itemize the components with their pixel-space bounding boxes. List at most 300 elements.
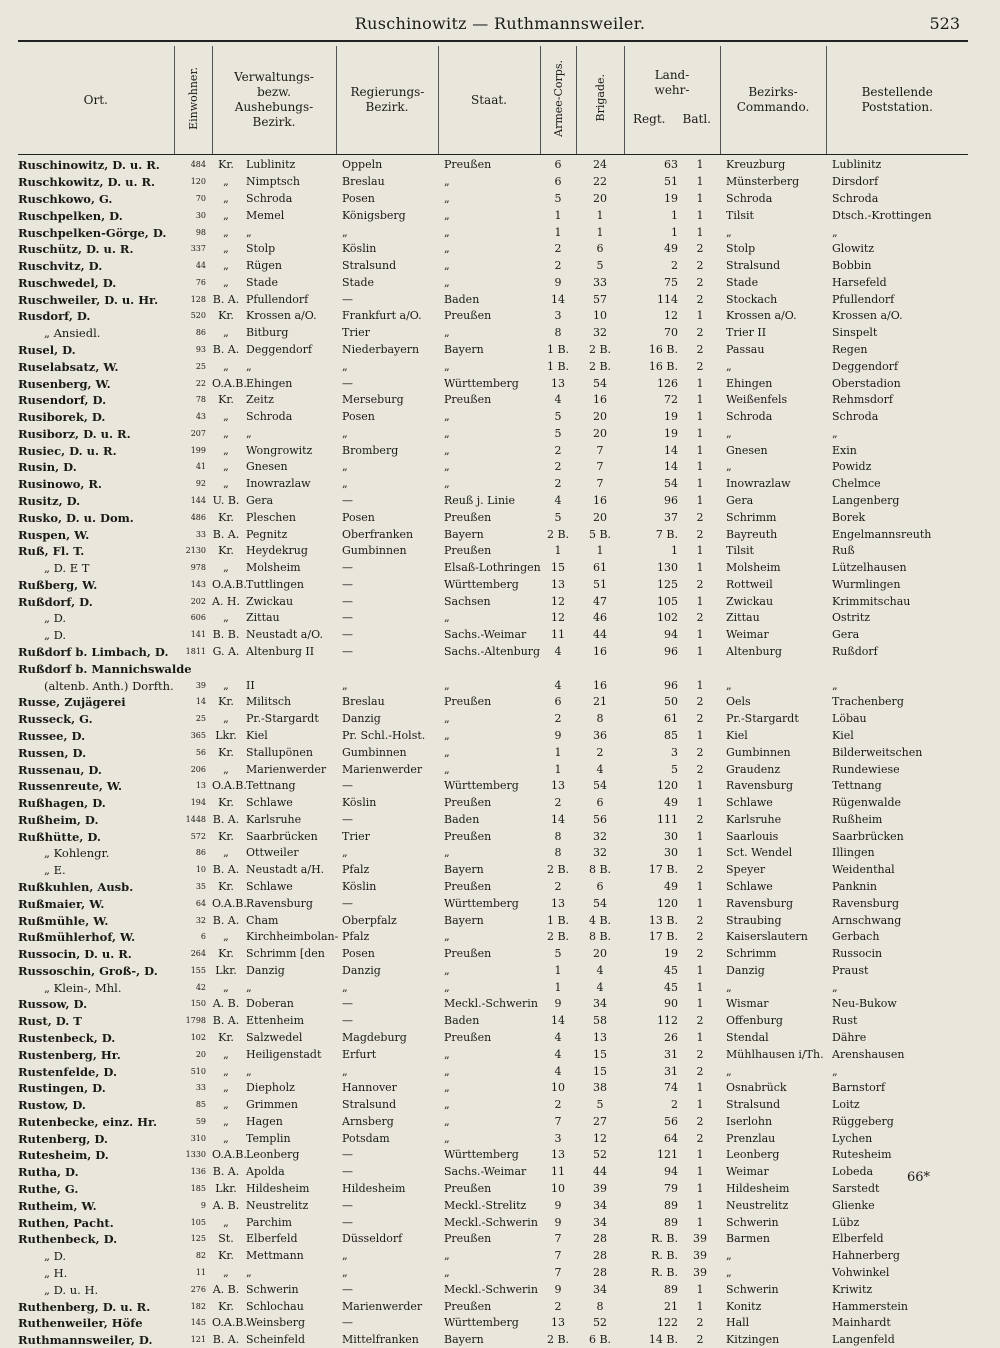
cell-verwaltungsbezirk: Ettenheim [246,1014,305,1028]
cell-regierungsbezirk: Posen [342,410,375,424]
cell-landwehr-regt: 37 [664,510,678,524]
cell-armee-corps: 3 [554,309,562,323]
cell-staat: Baden [444,292,480,306]
cell-regierungsbezirk: — [342,1165,353,1179]
cell-staat: Elsaß-Lothringen [444,561,541,575]
cell-bezirkscommando: Ehingen [726,376,773,390]
table-row [18,375,968,392]
cell-verwaltungsbezirk: Ehingen [246,376,293,390]
cell-ort: Ruschwedel, D. [18,275,117,290]
cell-verwaltungsbezirk-art [212,660,240,677]
cell-regierungsbezirk: — [342,561,353,575]
cell-verwaltungsbezirk: Molsheim [246,561,301,575]
table-row [18,761,968,778]
cell-landwehr-batl: 1 [696,879,704,893]
cell-staat: „ [444,1114,450,1128]
cell-brigade: 34 [593,1198,607,1212]
cell-poststation: Lobeda [832,1165,874,1179]
cell-landwehr-batl: 2 [696,1047,704,1061]
cell-verwaltungsbezirk-art: „ [223,611,229,625]
cell-staat: „ [444,1265,450,1279]
cell-landwehr-regt: 130 [657,561,678,575]
cell-regierungsbezirk: Bromberg [342,443,399,457]
cell-poststation: Elberfeld [832,1232,884,1246]
cell-verwaltungsbezirk-art: St. [218,1232,234,1246]
cell-verwaltungsbezirk: Militsch [246,695,292,709]
cell-staat: Württemberg [444,896,519,910]
cell-poststation: „ [832,426,838,440]
cell-armee-corps: 5 [554,947,562,961]
cell-ort: Rust, D. T [18,1014,82,1029]
cell-staat: Preußen [444,695,492,709]
cell-armee-corps: 4 [554,1047,562,1061]
cell-verwaltungsbezirk-art: O.A.B. [212,577,247,591]
cell-regierungsbezirk: „ [342,1265,348,1279]
cell-landwehr-regt: 19 [664,410,678,424]
cell-ort: Rußhütte, D. [18,829,101,844]
cell-landwehr-batl: 1 [696,645,704,659]
table-row [18,963,968,980]
cell-landwehr-regt: 16 B. [648,359,678,373]
cell-armee-corps: 8 [554,846,562,860]
cell-landwehr-batl: 1 [696,628,704,642]
cell-staat: Preußen [444,510,492,524]
cell-poststation: Saarbrücken [832,829,904,843]
cell-brigade: 7 [596,460,604,474]
cell-verwaltungsbezirk-art: U. B. [212,494,240,508]
cell-landwehr-regt: 125 [657,577,678,591]
cell-landwehr-batl: 1 [696,158,704,172]
cell-ort: Rutesheim, D. [18,1148,109,1163]
cell-einwohner: 14 [195,697,206,707]
cell-verwaltungsbezirk-art: Kr. [218,544,234,558]
table-row [18,426,968,443]
cell-landwehr-batl: 2 [696,326,704,340]
cell-landwehr-regt: 49 [664,242,678,256]
cell-poststation: Neu-Bukow [832,997,897,1011]
cell-staat: „ [444,1081,450,1095]
cell-verwaltungsbezirk: Scheinfeld [246,1333,306,1347]
cell-regierungsbezirk: Arnsberg [342,1114,394,1128]
cell-brigade: 16 [593,678,607,692]
cell-brigade: 4 [596,980,604,994]
cell-landwehr-batl: 2 [696,812,704,826]
cell-einwohner: 35 [195,881,206,891]
col-header-batl: Batl. [682,112,711,126]
cell-armee-corps: 2 [554,477,562,491]
cell-verwaltungsbezirk: Heydekrug [246,544,308,558]
cell-armee-corps: 9 [554,275,562,289]
cell-poststation: Löbau [832,712,867,726]
cell-verwaltungsbezirk-art: „ [223,191,229,205]
cell-bezirkscommando: Kaiserslautern [726,930,808,944]
cell-verwaltungsbezirk-art: „ [223,1114,229,1128]
cell-poststation: Gerbach [832,930,880,944]
cell-armee-corps: 7 [554,1249,562,1263]
running-title: Ruschinowitz — Ruthmannsweiler. [354,14,646,33]
cell-landwehr-regt: 89 [664,1282,678,1296]
cell-ort: Russen, D. [18,745,87,760]
cell-verwaltungsbezirk: Stade [246,275,279,289]
cell-verwaltungsbezirk: Pleschen [246,510,296,524]
cell-regierungsbezirk: Königsberg [342,208,406,222]
cell-brigade: 15 [593,1047,607,1061]
cell-regierungsbezirk: Breslau [342,175,385,189]
cell-ort: Russow, D. [18,997,88,1012]
table-row [18,1097,968,1114]
cell-verwaltungsbezirk: Elberfeld [246,1232,298,1246]
cell-armee-corps: 11 [551,628,565,642]
cell-verwaltungsbezirk: Tettnang [246,779,296,793]
cell-brigade: 4 [596,762,604,776]
cell-staat: Preußen [444,1232,492,1246]
cell-verwaltungsbezirk: Bitburg [246,326,289,340]
col-header-ort: Ort. [18,46,174,155]
cell-verwaltungsbezirk: Pfullendorf [246,292,309,306]
cell-einwohner: 143 [190,579,206,589]
cell-verwaltungsbezirk-art: Kr. [218,309,234,323]
cell-ort: Rustenbeck, D. [18,1031,116,1046]
cell-landwehr-batl: 1 [696,846,704,860]
cell-landwehr-regt: 96 [664,678,678,692]
cell-landwehr-batl: 39 [693,1232,707,1246]
cell-einwohner: 64 [195,898,206,908]
cell-landwehr-regt: 12 [664,309,678,323]
cell-armee-corps: 14 [551,292,565,306]
cell-einwohner: 102 [190,1033,206,1043]
cell-verwaltungsbezirk-art: „ [223,1098,229,1112]
cell-regierungsbezirk: Köslin [342,796,377,810]
cell-verwaltungsbezirk: Zittau [246,611,280,625]
cell-regierungsbezirk: — [342,1316,353,1330]
cell-verwaltungsbezirk-art: B. A. [212,913,240,927]
cell-verwaltungsbezirk: „ [246,980,252,994]
cell-einwohner: 78 [195,395,206,405]
table-row [18,912,968,929]
cell-einwohner: 121 [190,1335,206,1345]
cell-verwaltungsbezirk-art: „ [223,460,229,474]
cell-staat: „ [444,980,450,994]
cell-armee-corps: 1 [554,544,562,558]
cell-bezirkscommando: Stade [726,275,759,289]
table-row [18,577,968,594]
cell-verwaltungsbezirk-art: „ [223,259,229,273]
table-row [18,711,968,728]
table-row [18,879,968,896]
cell-poststation: Rußdorf [832,645,878,659]
table-row [18,1281,968,1298]
cell-bezirkscommando: Schwerin [726,1282,779,1296]
table-row [18,560,968,577]
cell-verwaltungsbezirk: Pegnitz [246,527,288,541]
cell-staat: „ [444,1064,450,1078]
cell-brigade: 57 [593,292,607,306]
cell-armee-corps: 5 [554,510,562,524]
cell-landwehr-regt: 90 [664,997,678,1011]
page-number: 523 [929,14,960,33]
cell-brigade: 32 [593,829,607,843]
cell-armee-corps: 1 B. [546,913,570,927]
cell-brigade: 5 [596,259,604,273]
cell-verwaltungsbezirk-art: „ [223,1064,229,1078]
cell-brigade: 44 [593,1165,607,1179]
cell-verwaltungsbezirk: Schlawe [246,879,293,893]
cell-ort: Rußheim, D. [18,812,99,827]
cell-verwaltungsbezirk: Neustadt a/H. [246,863,325,877]
cell-staat: „ [444,426,450,440]
col-header-landwehr: Land- wehr- Regt. Batl. [624,46,720,155]
cell-poststation: Vohwinkel [832,1265,890,1279]
cell-armee-corps: 2 [554,1299,562,1313]
cell-regierungsbezirk: — [342,779,353,793]
cell-landwehr-batl: 2 [696,1316,704,1330]
cell-poststation: Langenberg [832,494,900,508]
cell-verwaltungsbezirk: Heiligenstadt [246,1047,322,1061]
cell-staat: „ [444,1249,450,1263]
table-row [18,627,968,644]
cell-regierungsbezirk: Trier [342,829,370,843]
cell-verwaltungsbezirk-art: Lkr. [215,1182,237,1196]
table-row [18,996,968,1013]
table-row [18,409,968,426]
cell-ort: „ Klein-, Mhl. [44,980,122,995]
cell-staat: Preußen [444,879,492,893]
cell-verwaltungsbezirk: „ [246,225,252,239]
cell-regierungsbezirk: Hildesheim [342,1182,406,1196]
cell-staat: Württemberg [444,1316,519,1330]
cell-verwaltungsbezirk: Mettmann [246,1249,304,1263]
cell-verwaltungsbezirk-art: Lkr. [215,728,237,742]
cell-staat: „ [444,175,450,189]
cell-poststation: Kiel [832,728,854,742]
gazetteer-table [18,46,968,1348]
cell-bezirkscommando: Schlawe [726,796,773,810]
table-row [18,191,968,208]
table-row [18,660,968,677]
cell-landwehr-batl: 1 [696,779,704,793]
cell-staat: „ [444,963,450,977]
cell-poststation: Ravensburg [832,896,899,910]
cell-einwohner: 25 [195,361,206,371]
cell-verwaltungsbezirk-art: Kr. [218,829,234,843]
cell-staat: Preußen [444,1182,492,1196]
cell-landwehr-batl: 2 [696,947,704,961]
table-row [18,744,968,761]
cell-staat: Bayern [444,527,484,541]
cell-einwohner: 42 [195,982,206,992]
cell-landwehr-batl: 1 [696,410,704,424]
cell-bezirkscommando: „ [726,225,732,239]
table-row [18,342,968,359]
cell-bezirkscommando: Schroda [726,410,773,424]
cell-regierungsbezirk: „ [342,225,348,239]
cell-armee-corps: 10 [551,1081,565,1095]
cell-landwehr-batl: 2 [696,275,704,289]
cell-bezirkscommando: Sct. Wendel [726,846,793,860]
cell-staat: Reuß j. Linie [444,494,516,508]
table-row [18,1315,968,1332]
cell-bezirkscommando: Altenburg [726,645,782,659]
cell-bezirkscommando: Hildesheim [726,1182,790,1196]
cell-verwaltungsbezirk-art: „ [223,410,229,424]
cell-regierungsbezirk: — [342,577,353,591]
cell-regierungsbezirk: „ [342,426,348,440]
cell-einwohner: 10 [195,865,206,875]
cell-ort: „ D. u. H. [44,1282,99,1297]
cell-staat: Bayern [444,1333,484,1347]
cell-landwehr-batl: 2 [696,1014,704,1028]
cell-einwohner: 9 [200,1200,206,1210]
cell-landwehr-batl: 1 [696,896,704,910]
cell-landwehr-regt: 96 [664,645,678,659]
cell-landwehr-batl: 2 [696,930,704,944]
cell-verwaltungsbezirk-art: „ [223,561,229,575]
table-row [18,828,968,845]
cell-poststation: Engelmannsreuth [832,527,932,541]
col-header-bezirkscommando: Bezirks- Commando. [720,46,826,155]
cell-einwohner: 93 [195,344,206,354]
cell-ort: (altenb. Anth.) Dorfth. [44,678,174,693]
cell-landwehr-regt: 74 [664,1081,678,1095]
cell-einwohner: 978 [190,563,206,573]
cell-staat: Preußen [444,309,492,323]
cell-verwaltungsbezirk-art: B. A. [212,863,240,877]
cell-landwehr-regt: 75 [664,275,678,289]
cell-einwohner: 199 [190,445,206,455]
cell-brigade: 2 B. [588,342,612,356]
cell-staat: „ [444,191,450,205]
cell-landwehr-regt: 120 [657,896,678,910]
cell-poststation: Russocin [832,947,883,961]
cell-staat: „ [444,259,450,273]
cell-einwohner: 6 [200,932,206,942]
table-row [18,1080,968,1097]
cell-brigade: 20 [593,426,607,440]
cell-brigade: 16 [593,393,607,407]
cell-ort: Rusiborek, D. [18,410,106,425]
cell-armee-corps: 2 [554,712,562,726]
cell-regierungsbezirk: „ [342,1249,348,1263]
cell-bezirkscommando: Stralsund [726,1098,781,1112]
cell-landwehr-regt: 2 [671,259,678,273]
cell-verwaltungsbezirk-art: O.A.B. [212,1316,247,1330]
cell-brigade [576,660,624,677]
cell-verwaltungsbezirk-art: B. A. [212,342,240,356]
cell-verwaltungsbezirk-art: O.A.B. [212,1148,247,1162]
cell-bezirkscommando: Kreuzburg [726,158,786,172]
cell-poststation: Rügenwalde [832,796,902,810]
cell-ort: Ruschkowitz, D. u. R. [18,175,156,190]
cell-landwehr-batl: 1 [696,191,704,205]
cell-regierungsbezirk: „ [342,678,348,692]
cell-ort: Russocin, D. u. R. [18,947,132,962]
cell-brigade: 54 [593,779,607,793]
cell-verwaltungsbezirk-art: Kr. [218,695,234,709]
cell-armee-corps: 2 B. [546,930,570,944]
cell-verwaltungsbezirk-art: „ [223,762,229,776]
cell-staat: Meckl.-Schwerin [444,1215,538,1229]
cell-landwehr-regt: R. B. [651,1249,678,1263]
cell-bezirkscommando: Gumbinnen [726,745,791,759]
cell-bezirkscommando: Zittau [726,611,760,625]
cell-brigade: 32 [593,326,607,340]
cell-verwaltungsbezirk-art: Kr. [218,1299,234,1313]
cell-landwehr-regt: 7 B. [655,527,678,541]
cell-einwohner: 120 [190,177,206,187]
cell-verwaltungsbezirk-art: B. A. [212,527,240,541]
cell-landwehr-regt: 121 [657,1148,678,1162]
cell-einwohner: 22 [195,378,206,388]
cell-landwehr-regt: 14 B. [648,1333,678,1347]
cell-brigade: 7 [596,477,604,491]
cell-poststation: Oberstadion [832,376,901,390]
cell-einwohner: 136 [190,1167,206,1177]
cell-ort: Russeck, G. [18,712,93,727]
cell-landwehr-regt: 13 B. [648,913,678,927]
cell-regierungsbezirk: — [342,1148,353,1162]
cell-poststation: Arnschwang [832,913,902,927]
cell-bezirkscommando: Weimar [726,628,769,642]
cell-landwehr-regt: 89 [664,1215,678,1229]
cell-bezirkscommando: Molsheim [726,561,781,575]
cell-verwaltungsbezirk: Ottweiler [246,846,299,860]
cell-einwohner: 86 [195,328,206,338]
cell-ort: Ruschweiler, D. u. Hr. [18,292,159,307]
cell-brigade: 7 [596,443,604,457]
cell-verwaltungsbezirk: Danzig [246,963,285,977]
cell-bezirkscommando: „ [726,678,732,692]
cell-armee-corps: 4 [554,393,562,407]
cell-verwaltungsbezirk: Grimmen [246,1098,299,1112]
cell-ort: Russoschin, Groß-, D. [18,963,158,978]
cell-verwaltungsbezirk: Saarbrücken [246,829,318,843]
cell-armee-corps: 13 [551,577,565,591]
cell-staat: Bayern [444,913,484,927]
cell-ort: Rußkuhlen, Ausb. [18,879,134,894]
cell-ort: „ H. [44,1265,68,1280]
cell-verwaltungsbezirk-art: Lkr. [215,963,237,977]
cell-verwaltungsbezirk: Salzwedel [246,1031,303,1045]
cell-verwaltungsbezirk-art: B. A. [212,1014,240,1028]
cell-staat: Bayern [444,342,484,356]
cell-brigade: 2 [596,745,604,759]
cell-armee-corps: 2 [554,1098,562,1112]
cell-ort: Rustow, D. [18,1098,86,1113]
cell-poststation: Barnstorf [832,1081,886,1095]
cell-staat: „ [444,846,450,860]
cell-armee-corps: 2 [554,443,562,457]
cell-regierungsbezirk: Frankfurt a/O. [342,309,422,323]
cell-armee-corps: 5 [554,191,562,205]
cell-brigade: 8 B. [588,863,612,877]
cell-landwehr-batl: 1 [696,225,704,239]
cell-verwaltungsbezirk-art: Kr. [218,1249,234,1263]
cell-brigade: 52 [593,1316,607,1330]
cell-armee-corps: 13 [551,1316,565,1330]
cell-poststation: Kriwitz [832,1282,873,1296]
cell-verwaltungsbezirk-art: „ [223,477,229,491]
cell-ort: Rusenberg, W. [18,376,111,391]
cell-brigade: 58 [593,1014,607,1028]
cell-poststation: Rüggeberg [832,1114,894,1128]
cell-regierungsbezirk: — [342,1198,353,1212]
cell-landwehr-batl: 1 [696,1282,704,1296]
cell-armee-corps [540,660,576,677]
cell-einwohner: 185 [190,1184,206,1194]
cell-einwohner: 56 [195,747,206,757]
cell-poststation: Arenshausen [832,1047,905,1061]
cell-regierungsbezirk: Hannover [342,1081,397,1095]
